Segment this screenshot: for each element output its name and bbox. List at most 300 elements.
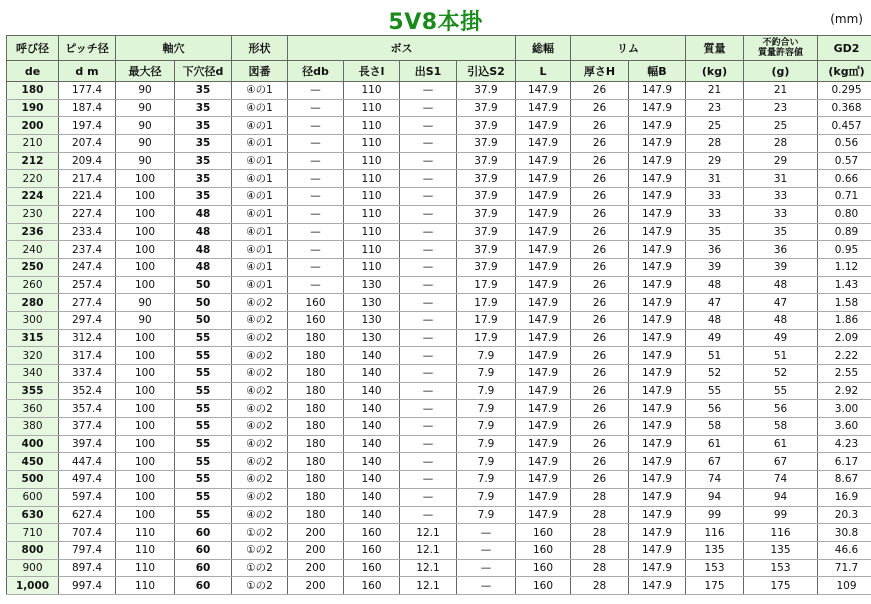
cell-boss-length: 140 [344,418,400,436]
cell-gd2: 2.09 [818,329,871,347]
cell-dm: 317.4 [59,347,116,365]
cell-s1: 12.1 [400,524,457,542]
cell-s2: 37.9 [457,99,516,117]
cell-boss-length: 130 [344,276,400,294]
cell-dm: 207.4 [59,135,116,153]
cell-de: 450 [7,453,59,471]
cell-mass: 116 [686,524,744,542]
header-gd2: GD2 [818,36,871,61]
cell-unbalance: 39 [744,258,818,276]
cell-pilot-bore: 55 [175,506,232,524]
cell-unbalance: 21 [744,82,818,100]
cell-mass: 36 [686,241,744,259]
cell-s2: 37.9 [457,117,516,135]
cell-max-diameter: 90 [116,99,175,117]
cell-s2: 37.9 [457,258,516,276]
cell-rim-thickness: 28 [571,488,629,506]
cell-de: 224 [7,188,59,206]
cell-s2: 37.9 [457,170,516,188]
cell-mass: 61 [686,435,744,453]
cell-gd2: 0.368 [818,99,871,117]
cell-rim-thickness: 26 [571,276,629,294]
cell-dm: 352.4 [59,382,116,400]
table-row [7,435,871,453]
cell-boss-length: 130 [344,294,400,312]
cell-mass: 153 [686,559,744,577]
cell-s1: — [400,99,457,117]
cell-de: 190 [7,99,59,117]
cell-unbalance: 153 [744,559,818,577]
cell-boss-diameter: — [288,205,344,223]
table-row [7,223,871,241]
cell-rim-thickness: 28 [571,541,629,559]
cell-boss-length: 110 [344,188,400,206]
cell-de: 300 [7,311,59,329]
cell-boss-diameter: — [288,170,344,188]
cell-figure-no: ④の1 [232,117,288,135]
cell-figure-no: ④の1 [232,205,288,223]
cell-mass: 94 [686,488,744,506]
cell-L: 160 [516,524,571,542]
cell-L: 147.9 [516,241,571,259]
cell-rim-thickness: 26 [571,453,629,471]
cell-s1: — [400,365,457,383]
cell-s2: 7.9 [457,488,516,506]
cell-pilot-bore: 55 [175,400,232,418]
cell-figure-no: ④の2 [232,418,288,436]
cell-L: 147.9 [516,276,571,294]
cell-unbalance: 99 [744,506,818,524]
cell-pilot-bore: 35 [175,152,232,170]
cell-figure-no: ④の1 [232,170,288,188]
cell-dm: 297.4 [59,311,116,329]
cell-boss-diameter: 180 [288,347,344,365]
cell-rim-width: 147.9 [629,117,686,135]
cell-L: 147.9 [516,488,571,506]
table-row [7,188,871,206]
cell-de: 260 [7,276,59,294]
cell-max-diameter: 100 [116,418,175,436]
cell-de: 400 [7,435,59,453]
cell-mass: 47 [686,294,744,312]
table-row [7,82,871,100]
cell-L: 147.9 [516,99,571,117]
table-row [7,524,871,542]
cell-gd2: 6.17 [818,453,871,471]
cell-dm: 187.4 [59,99,116,117]
cell-rim-thickness: 26 [571,188,629,206]
cell-de: 220 [7,170,59,188]
cell-rim-thickness: 28 [571,524,629,542]
header-pitch-diameter: ピッチ径 [59,36,116,61]
cell-boss-length: 110 [344,82,400,100]
cell-dm: 257.4 [59,276,116,294]
table-row [7,205,871,223]
cell-max-diameter: 110 [116,541,175,559]
cell-unbalance: 61 [744,435,818,453]
cell-mass: 49 [686,329,744,347]
cell-s1: — [400,311,457,329]
table-row [7,170,871,188]
cell-L: 160 [516,541,571,559]
cell-s1: — [400,294,457,312]
cell-boss-length: 140 [344,347,400,365]
cell-s2: — [457,577,516,595]
cell-s1: — [400,135,457,153]
cell-de: 380 [7,418,59,436]
cell-gd2: 0.89 [818,223,871,241]
cell-figure-no: ④の2 [232,294,288,312]
cell-max-diameter: 90 [116,135,175,153]
cell-s1: 12.1 [400,577,457,595]
cell-pilot-bore: 35 [175,188,232,206]
cell-dm: 221.4 [59,188,116,206]
cell-de: 240 [7,241,59,259]
table-row [7,541,871,559]
cell-dm: 997.4 [59,577,116,595]
cell-unbalance: 74 [744,471,818,489]
cell-boss-diameter: 180 [288,453,344,471]
cell-mass: 52 [686,365,744,383]
cell-boss-diameter: — [288,258,344,276]
cell-unbalance: 47 [744,294,818,312]
cell-s2: 7.9 [457,400,516,418]
cell-mass: 23 [686,99,744,117]
cell-s1: — [400,188,457,206]
cell-boss-length: 110 [344,241,400,259]
cell-L: 147.9 [516,258,571,276]
header-rim: リム [571,36,686,61]
cell-rim-thickness: 26 [571,365,629,383]
cell-max-diameter: 100 [116,400,175,418]
cell-s1: — [400,205,457,223]
cell-gd2: 46.6 [818,541,871,559]
cell-s2: 37.9 [457,223,516,241]
cell-boss-length: 110 [344,170,400,188]
subheader-boss-length: 長さl [344,61,400,82]
cell-de: 320 [7,347,59,365]
cell-rim-thickness: 26 [571,170,629,188]
cell-boss-length: 140 [344,488,400,506]
cell-mass: 29 [686,152,744,170]
cell-rim-width: 147.9 [629,170,686,188]
cell-rim-thickness: 26 [571,435,629,453]
cell-s2: 7.9 [457,418,516,436]
subheader-figure-no: 図番 [232,61,288,82]
cell-rim-width: 147.9 [629,223,686,241]
cell-s1: — [400,382,457,400]
header-shaft-hole: 軸穴 [116,36,232,61]
cell-pilot-bore: 48 [175,223,232,241]
cell-pilot-bore: 48 [175,241,232,259]
cell-s1: — [400,435,457,453]
cell-unbalance: 94 [744,488,818,506]
header-unbalance [744,36,818,61]
cell-pilot-bore: 55 [175,329,232,347]
cell-unbalance: 116 [744,524,818,542]
cell-unbalance: 28 [744,135,818,153]
cell-L: 147.9 [516,329,571,347]
cell-s2: 7.9 [457,382,516,400]
cell-unbalance: 35 [744,223,818,241]
cell-dm: 397.4 [59,435,116,453]
cell-max-diameter: 110 [116,559,175,577]
cell-gd2: 16.9 [818,488,871,506]
cell-figure-no: ④の1 [232,241,288,259]
cell-boss-length: 140 [344,365,400,383]
cell-mass: 31 [686,170,744,188]
cell-L: 147.9 [516,471,571,489]
cell-boss-diameter: 160 [288,294,344,312]
cell-rim-width: 147.9 [629,435,686,453]
cell-rim-thickness: 28 [571,577,629,595]
header-shape: 形状 [232,36,288,61]
cell-boss-diameter: 200 [288,541,344,559]
cell-dm: 209.4 [59,152,116,170]
cell-pilot-bore: 60 [175,541,232,559]
cell-s2: — [457,559,516,577]
cell-rim-width: 147.9 [629,135,686,153]
cell-max-diameter: 90 [116,117,175,135]
table-row [7,506,871,524]
cell-gd2: 2.22 [818,347,871,365]
cell-mass: 67 [686,453,744,471]
cell-figure-no: ④の1 [232,152,288,170]
cell-gd2: 0.71 [818,188,871,206]
cell-s2: 17.9 [457,329,516,347]
cell-gd2: 2.92 [818,382,871,400]
cell-de: 212 [7,152,59,170]
cell-boss-diameter: — [288,152,344,170]
subheader-kgm2: (kg㎡) [818,61,871,82]
cell-boss-diameter: 180 [288,365,344,383]
cell-pilot-bore: 50 [175,311,232,329]
cell-max-diameter: 100 [116,223,175,241]
cell-boss-diameter: 180 [288,329,344,347]
cell-boss-length: 140 [344,382,400,400]
cell-boss-length: 160 [344,577,400,595]
cell-boss-diameter: 180 [288,471,344,489]
subheader-s2: 引込S2 [457,61,516,82]
cell-figure-no: ④の2 [232,382,288,400]
cell-rim-thickness: 26 [571,471,629,489]
cell-s2: 17.9 [457,311,516,329]
cell-pilot-bore: 55 [175,418,232,436]
table-row [7,99,871,117]
cell-L: 147.9 [516,311,571,329]
cell-s2: 37.9 [457,188,516,206]
cell-gd2: 30.8 [818,524,871,542]
cell-gd2: 3.00 [818,400,871,418]
cell-pilot-bore: 48 [175,205,232,223]
cell-de: 210 [7,135,59,153]
cell-L: 147.9 [516,223,571,241]
cell-max-diameter: 100 [116,329,175,347]
cell-unbalance: 49 [744,329,818,347]
cell-dm: 707.4 [59,524,116,542]
cell-pilot-bore: 55 [175,347,232,365]
cell-gd2: 4.23 [818,435,871,453]
cell-mass: 28 [686,135,744,153]
cell-rim-width: 147.9 [629,276,686,294]
cell-unbalance: 48 [744,276,818,294]
cell-boss-diameter: — [288,276,344,294]
cell-figure-no: ④の2 [232,488,288,506]
cell-gd2: 8.67 [818,471,871,489]
cell-figure-no: ①の2 [232,577,288,595]
cell-dm: 897.4 [59,559,116,577]
cell-s1: — [400,471,457,489]
cell-dm: 177.4 [59,82,116,100]
cell-L: 147.9 [516,400,571,418]
cell-unbalance: 135 [744,541,818,559]
cell-max-diameter: 100 [116,382,175,400]
cell-mass: 175 [686,577,744,595]
cell-s2: 37.9 [457,152,516,170]
cell-boss-length: 130 [344,311,400,329]
cell-rim-thickness: 26 [571,418,629,436]
cell-pilot-bore: 55 [175,365,232,383]
cell-boss-diameter: 180 [288,435,344,453]
cell-mass: 135 [686,541,744,559]
cell-rim-width: 147.9 [629,506,686,524]
cell-figure-no: ④の1 [232,276,288,294]
cell-boss-diameter: 180 [288,506,344,524]
cell-pilot-bore: 35 [175,170,232,188]
cell-s2: 37.9 [457,135,516,153]
cell-mass: 58 [686,418,744,436]
cell-rim-thickness: 28 [571,559,629,577]
cell-mass: 21 [686,82,744,100]
cell-rim-thickness: 26 [571,241,629,259]
cell-rim-width: 147.9 [629,205,686,223]
cell-L: 147.9 [516,152,571,170]
cell-L: 147.9 [516,294,571,312]
cell-boss-diameter: 200 [288,559,344,577]
cell-de: 1,000 [7,577,59,595]
cell-L: 147.9 [516,170,571,188]
cell-s1: — [400,223,457,241]
cell-de: 360 [7,400,59,418]
cell-figure-no: ①の2 [232,524,288,542]
cell-de: 630 [7,506,59,524]
cell-figure-no: ④の2 [232,435,288,453]
cell-max-diameter: 90 [116,294,175,312]
cell-boss-length: 160 [344,524,400,542]
cell-s2: — [457,541,516,559]
cell-pilot-bore: 55 [175,435,232,453]
cell-figure-no: ①の2 [232,541,288,559]
cell-rim-thickness: 26 [571,205,629,223]
cell-dm: 337.4 [59,365,116,383]
cell-pilot-bore: 55 [175,488,232,506]
cell-dm: 277.4 [59,294,116,312]
cell-boss-diameter: 160 [288,311,344,329]
cell-gd2: 0.80 [818,205,871,223]
cell-boss-length: 110 [344,205,400,223]
subheader-kg: (kg) [686,61,744,82]
cell-rim-thickness: 26 [571,82,629,100]
cell-boss-diameter: 180 [288,488,344,506]
cell-s1: — [400,276,457,294]
cell-max-diameter: 100 [116,435,175,453]
cell-dm: 227.4 [59,205,116,223]
page-title: 5V8本掛 [388,10,483,35]
cell-s1: — [400,117,457,135]
cell-gd2: 0.57 [818,152,871,170]
cell-rim-width: 147.9 [629,453,686,471]
table-row [7,117,871,135]
cell-max-diameter: 110 [116,524,175,542]
header-boss: ボス [288,36,516,61]
cell-dm: 377.4 [59,418,116,436]
cell-pilot-bore: 55 [175,382,232,400]
cell-unbalance: 33 [744,205,818,223]
cell-rim-thickness: 26 [571,135,629,153]
table-row [7,152,871,170]
cell-s1: — [400,82,457,100]
unit-label: (mm) [830,12,863,26]
cell-max-diameter: 100 [116,347,175,365]
cell-gd2: 0.56 [818,135,871,153]
cell-rim-width: 147.9 [629,524,686,542]
subheader-max-diameter: 最大径 [116,61,175,82]
cell-L: 160 [516,577,571,595]
cell-de: 236 [7,223,59,241]
cell-rim-width: 147.9 [629,99,686,117]
cell-s2: 37.9 [457,205,516,223]
cell-gd2: 0.66 [818,170,871,188]
cell-unbalance: 58 [744,418,818,436]
cell-s2: 37.9 [457,241,516,259]
cell-boss-diameter: — [288,135,344,153]
table-row [7,559,871,577]
cell-mass: 56 [686,400,744,418]
cell-L: 147.9 [516,435,571,453]
cell-L: 160 [516,559,571,577]
cell-s2: 7.9 [457,365,516,383]
cell-max-diameter: 100 [116,188,175,206]
cell-unbalance: 55 [744,382,818,400]
cell-rim-thickness: 26 [571,347,629,365]
cell-rim-width: 147.9 [629,365,686,383]
cell-max-diameter: 100 [116,170,175,188]
cell-max-diameter: 100 [116,241,175,259]
cell-boss-length: 110 [344,135,400,153]
cell-unbalance: 67 [744,453,818,471]
cell-gd2: 1.43 [818,276,871,294]
cell-dm: 312.4 [59,329,116,347]
cell-pilot-bore: 50 [175,276,232,294]
cell-de: 230 [7,205,59,223]
cell-gd2: 3.60 [818,418,871,436]
cell-gd2: 2.55 [818,365,871,383]
cell-rim-width: 147.9 [629,241,686,259]
cell-mass: 48 [686,276,744,294]
cell-rim-thickness: 26 [571,152,629,170]
cell-figure-no: ④の2 [232,365,288,383]
table-row [7,400,871,418]
cell-mass: 55 [686,382,744,400]
cell-rim-thickness: 26 [571,400,629,418]
cell-dm: 597.4 [59,488,116,506]
cell-s1: 12.1 [400,559,457,577]
cell-gd2: 1.86 [818,311,871,329]
cell-pilot-bore: 60 [175,559,232,577]
cell-pilot-bore: 35 [175,117,232,135]
cell-unbalance: 23 [744,99,818,117]
cell-pilot-bore: 35 [175,82,232,100]
